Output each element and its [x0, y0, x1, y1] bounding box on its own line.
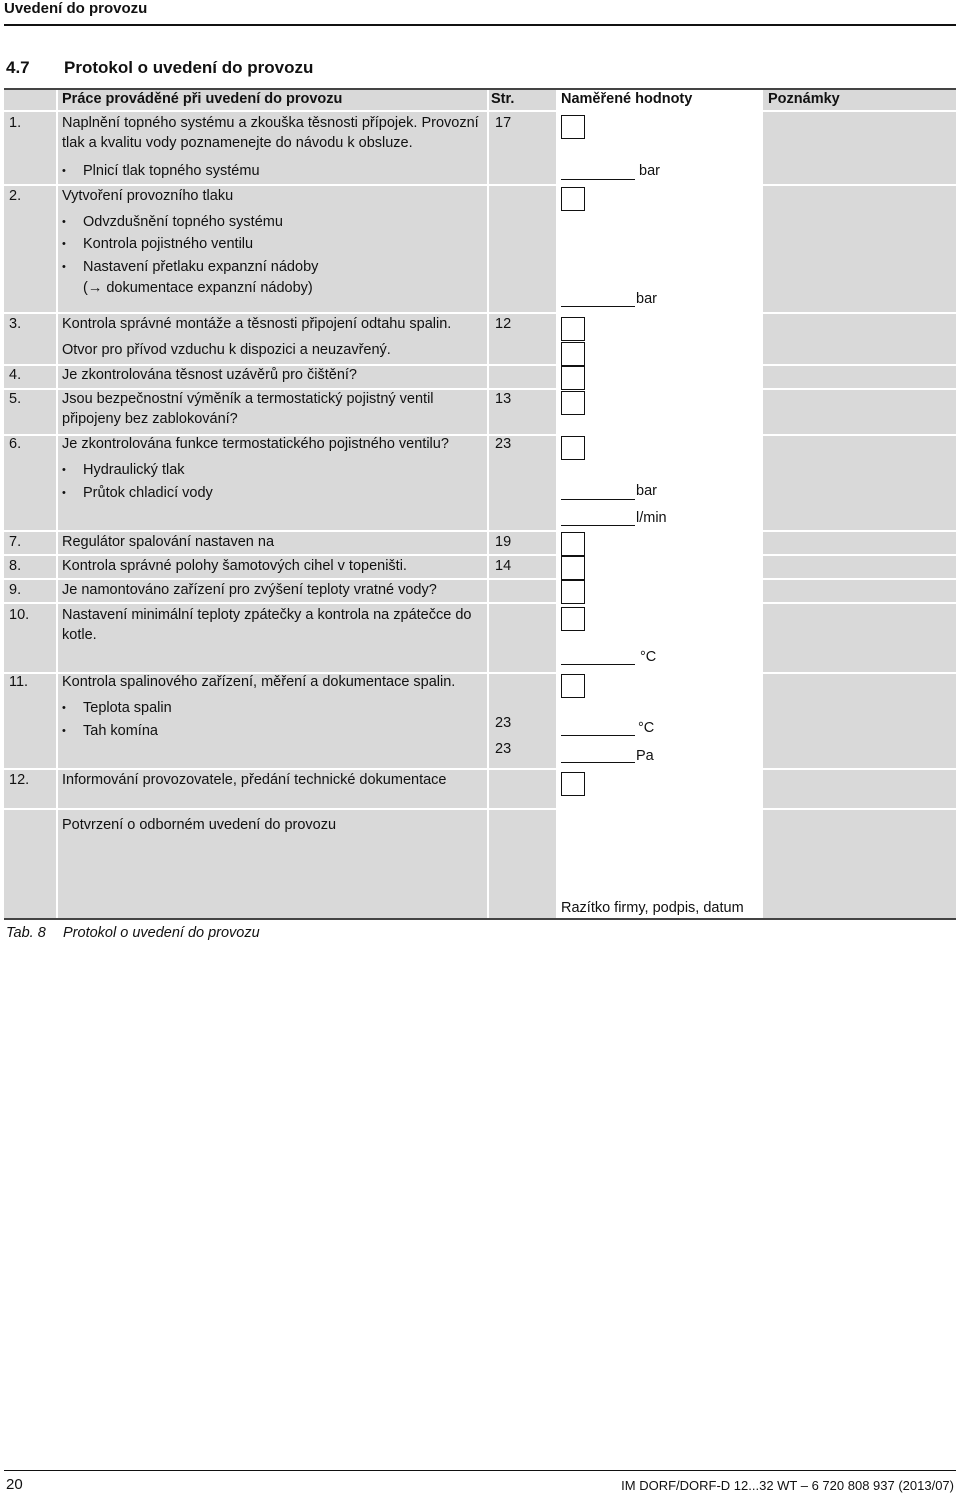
checkbox[interactable] [561, 115, 585, 139]
row-separator [4, 602, 956, 604]
section-title-text: Protokol o uvedení do provozu [64, 58, 314, 77]
checkbox[interactable] [561, 366, 585, 390]
document-id: IM DORF/DORF-D 12...32 WT – 6 720 808 937 (2013/07) [621, 1478, 954, 1493]
page-ref: 14 [495, 558, 512, 574]
page-ref: 13 [495, 391, 512, 407]
row-number: 12. [9, 772, 30, 788]
row-text: Naplnění topného systému a zkouška těsnosti přípojek. Provozní tlak a kvalitu vody poznamenejte do návodu k obsluze. [62, 115, 479, 151]
col-number-bg [4, 88, 56, 920]
value-field[interactable] [561, 499, 635, 500]
unit-label: bar [636, 483, 657, 499]
row-text: Kontrola spalinového zařízení, měření a dokumentace spalin. [62, 674, 456, 690]
row-number: 8. [9, 558, 22, 574]
section-title [6, 58, 313, 78]
section-number: 4.7 [6, 58, 30, 77]
row-text: Je namontováno zařízení pro zvýšení teploty vratné vody? [62, 582, 437, 598]
footer-rule [4, 1470, 956, 1471]
checkbox[interactable] [561, 532, 585, 556]
confirmation-text: Potvrzení o odborném uvedení do provozu [62, 817, 337, 833]
row-number: 2. [9, 188, 22, 204]
row-text: Nastavení minimální teploty zpátečky a kontrola na zpátečce do kotle. [62, 607, 472, 643]
value-field[interactable] [561, 525, 635, 526]
row-number: 9. [9, 582, 22, 598]
unit-label: °C [640, 649, 657, 665]
checkbox[interactable] [561, 556, 585, 580]
row-number: 1. [9, 115, 22, 131]
col-page-bg [489, 88, 556, 920]
row-number: 7. [9, 534, 22, 550]
table-caption-label: Tab. 8 [6, 925, 46, 941]
page-ref: 12 [495, 316, 512, 332]
row-text: Kontrola správné montáže a těsnosti připojení odtahu spalin. [62, 316, 452, 332]
row-separator [4, 110, 956, 112]
table-caption-text: Protokol o uvedení do provozu [63, 925, 260, 941]
row-separator [4, 808, 956, 810]
checkbox[interactable] [561, 391, 585, 415]
bullet-item: • Kontrola pojistného ventilu [83, 234, 253, 254]
row-text: Jsou bezpečnostní výměník a termostatický pojistný ventil připojeny bez zablokování? [62, 391, 434, 427]
value-field[interactable] [561, 762, 635, 763]
bullet-item: • Průtok chladicí vody [83, 483, 213, 503]
unit-label: l/min [636, 510, 667, 526]
row-text: Je zkontrolována těsnost uzávěrů pro čištění? [62, 367, 357, 383]
row-number: 11. [9, 674, 29, 690]
bullet-continuation: (→ dokumentace expanzní nádoby) [83, 280, 313, 296]
running-head: Uvedení do provozu [4, 0, 148, 17]
page-ref: 23 [495, 715, 512, 731]
header-measured: Naměřené hodnoty [561, 91, 693, 107]
row-number: 3. [9, 316, 22, 332]
checkbox[interactable] [561, 436, 585, 460]
header-page: Str. [491, 91, 515, 107]
row-number: 5. [9, 391, 22, 407]
page-ref: 23 [495, 436, 512, 452]
page-ref: 17 [495, 115, 512, 131]
checkbox[interactable] [561, 580, 585, 604]
page-ref: 19 [495, 534, 512, 550]
row-text: Otvor pro přívod vzduchu k dispozici a neuzavřený. [62, 342, 391, 358]
unit-label: bar [636, 291, 657, 307]
checkbox[interactable] [561, 607, 585, 631]
header-notes: Poznámky [768, 91, 840, 107]
bullet-item: • Hydraulický tlak [83, 460, 185, 480]
bullet-item: • Odvzdušnění topného systému [83, 212, 283, 232]
table-bottom-rule [4, 918, 956, 920]
value-field[interactable] [561, 664, 635, 665]
row-text: Regulátor spalování nastaven na [62, 534, 275, 550]
col-notes-bg [763, 88, 956, 920]
checkbox[interactable] [561, 674, 585, 698]
row-number: 6. [9, 436, 22, 452]
bullet-item: • Plnicí tlak topného systému [83, 161, 260, 181]
row-text: Je zkontrolována funkce termostatického pojistného ventilu? [62, 436, 449, 452]
row-text: Informování provozovatele, předání technické dokumentace [62, 772, 447, 788]
row-number: 4. [9, 367, 22, 383]
checkbox[interactable] [561, 772, 585, 796]
header-task: Práce prováděné při uvedení do provozu [62, 91, 343, 107]
row-text: Kontrola správné polohy šamotových cihel v topeništi. [62, 558, 407, 574]
protocol-table [4, 88, 956, 920]
unit-label: Pa [636, 748, 654, 764]
checkbox[interactable] [561, 187, 585, 211]
unit-label: °C [638, 720, 655, 736]
checkbox[interactable] [561, 342, 585, 366]
bullet-item: • Nastavení přetlaku expanzní nádoby [83, 257, 318, 277]
row-text: Vytvoření provozního tlaku [62, 188, 234, 204]
value-field[interactable] [561, 179, 635, 180]
row-number: 10. [9, 607, 30, 623]
bullet-item: • Teplota spalin [83, 698, 172, 718]
value-field[interactable] [561, 735, 635, 736]
bullet-item: • Tah komína [83, 721, 158, 741]
unit-label: bar [639, 163, 660, 179]
stamp-label: Razítko firmy, podpis, datum [561, 900, 744, 916]
checkbox[interactable] [561, 317, 585, 341]
page-ref: 23 [495, 741, 512, 757]
top-rule [4, 24, 956, 26]
page-number: 20 [6, 1476, 23, 1493]
value-field[interactable] [561, 306, 635, 307]
